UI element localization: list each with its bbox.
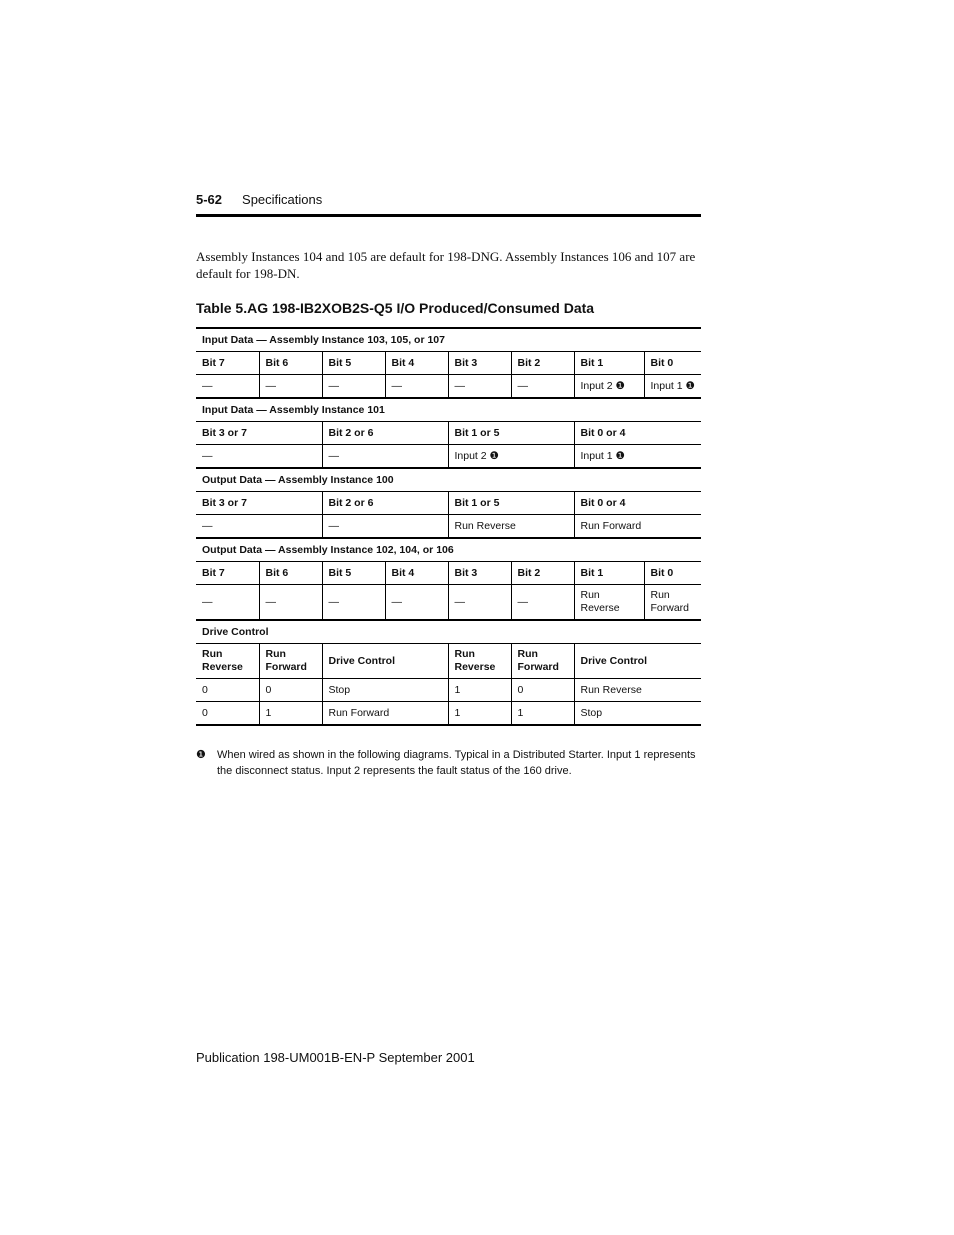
header-cell: Drive Control [574, 644, 701, 679]
data-cell: Input 1 ❶ [574, 445, 701, 469]
header-cell: Bit 6 [259, 352, 322, 375]
data-cell: Run Reverse [448, 515, 574, 539]
footnote-text: When wired as shown in the following diagrams. Typical in a Distributed Starter. Input 1 represents the disconnect status. Input 2 represents the fault status of the 160 drive. [217, 749, 696, 777]
data-cell: 0 [196, 679, 259, 702]
table-row [196, 375, 701, 399]
data-cell: Input 1 ❶ [644, 375, 701, 399]
header-cell: Bit 4 [385, 352, 448, 375]
header-cell: Bit 7 [196, 562, 259, 585]
io-data-table [196, 327, 701, 726]
data-cell: 1 [448, 702, 511, 726]
section-title: Drive Control [196, 620, 701, 644]
header-cell: Bit 2 or 6 [322, 492, 448, 515]
section-title: Output Data — Assembly Instance 102, 104, or 106 [196, 538, 701, 562]
header-cell: Bit 2 [511, 352, 574, 375]
data-cell: — [196, 375, 259, 399]
data-cell: — [322, 515, 448, 539]
header-cell: Bit 7 [196, 352, 259, 375]
table-title: Table 5.AG 198-IB2XOB2S-Q5 I/O Produced/Consumed Data [196, 300, 595, 316]
section-title-row [196, 398, 701, 422]
data-cell: — [448, 375, 511, 399]
header-cell: Run Reverse [196, 644, 259, 679]
header-cell: Bit 2 or 6 [322, 422, 448, 445]
footnote [196, 747, 701, 779]
header-row [196, 422, 701, 445]
data-cell: Run Reverse [574, 585, 644, 621]
data-cell: Run Forward [322, 702, 448, 726]
data-cell: 1 [511, 702, 574, 726]
section-title: Input Data — Assembly Instance 101 [196, 398, 701, 422]
data-cell: — [448, 585, 511, 621]
data-cell: Input 2 ❶ [574, 375, 644, 399]
data-cell: — [196, 585, 259, 621]
data-cell: — [259, 585, 322, 621]
data-cell: — [322, 375, 385, 399]
intro-paragraph: Assembly Instances 104 and 105 are default for 198-DNG. Assembly Instances 106 and 107 are default for 198-DN. [196, 249, 696, 281]
data-cell: Stop [322, 679, 448, 702]
section-title-row [196, 328, 701, 352]
header-cell: Bit 3 or 7 [196, 492, 322, 515]
header-cell: Bit 0 or 4 [574, 422, 701, 445]
header-cell: Bit 3 or 7 [196, 422, 322, 445]
header-cell: Bit 4 [385, 562, 448, 585]
header-row [196, 492, 701, 515]
section-title-row [196, 468, 701, 492]
header-cell: Bit 1 or 5 [448, 492, 574, 515]
data-cell: — [511, 585, 574, 621]
table-row [196, 585, 701, 621]
header-cell: Run Reverse [448, 644, 511, 679]
running-header [196, 192, 322, 207]
table-row [196, 679, 701, 702]
table-row [196, 515, 701, 539]
data-cell: — [322, 445, 448, 469]
table-row [196, 445, 701, 469]
section-title-row [196, 620, 701, 644]
page-number: 5-62 [196, 192, 223, 207]
header-cell: Bit 5 [322, 352, 385, 375]
header-cell: Bit 5 [322, 562, 385, 585]
data-cell: Run Reverse [574, 679, 701, 702]
data-cell: — [385, 585, 448, 621]
table-row [196, 702, 701, 726]
data-cell: Run Forward [574, 515, 701, 539]
header-cell: Bit 3 [448, 352, 511, 375]
data-cell: Input 2 ❶ [448, 445, 574, 469]
data-cell: 1 [259, 702, 322, 726]
header-row [196, 562, 701, 585]
section-title: Output Data — Assembly Instance 100 [196, 468, 701, 492]
header-cell: Bit 0 [644, 562, 701, 585]
data-cell: Stop [574, 702, 701, 726]
header-rule [196, 214, 701, 217]
header-cell: Bit 0 [644, 352, 701, 375]
header-cell: Run Forward [259, 644, 322, 679]
data-cell: 0 [511, 679, 574, 702]
header-cell: Drive Control [322, 644, 448, 679]
data-cell: 0 [196, 702, 259, 726]
header-cell: Bit 3 [448, 562, 511, 585]
data-cell: — [259, 375, 322, 399]
section-name: Specifications [242, 192, 323, 207]
header-cell: Bit 0 or 4 [574, 492, 701, 515]
section-title: Input Data — Assembly Instance 103, 105, or 107 [196, 328, 701, 352]
data-cell: — [322, 585, 385, 621]
data-cell: — [196, 445, 322, 469]
header-cell: Bit 1 or 5 [448, 422, 574, 445]
header-row [196, 644, 701, 679]
header-cell: Bit 6 [259, 562, 322, 585]
publication-footer: Publication 198-UM001B-EN-P September 2001 [196, 1050, 475, 1065]
section-title-row [196, 538, 701, 562]
data-cell: — [385, 375, 448, 399]
header-cell: Bit 1 [574, 352, 644, 375]
header-cell: Bit 2 [511, 562, 574, 585]
header-cell: Run Forward [511, 644, 574, 679]
header-row [196, 352, 701, 375]
data-cell: — [511, 375, 574, 399]
data-cell: Run Forward [644, 585, 701, 621]
data-cell: 0 [259, 679, 322, 702]
header-cell: Bit 1 [574, 562, 644, 585]
footnote-mark: ❶ [196, 749, 206, 761]
data-cell: 1 [448, 679, 511, 702]
data-cell: — [196, 515, 322, 539]
